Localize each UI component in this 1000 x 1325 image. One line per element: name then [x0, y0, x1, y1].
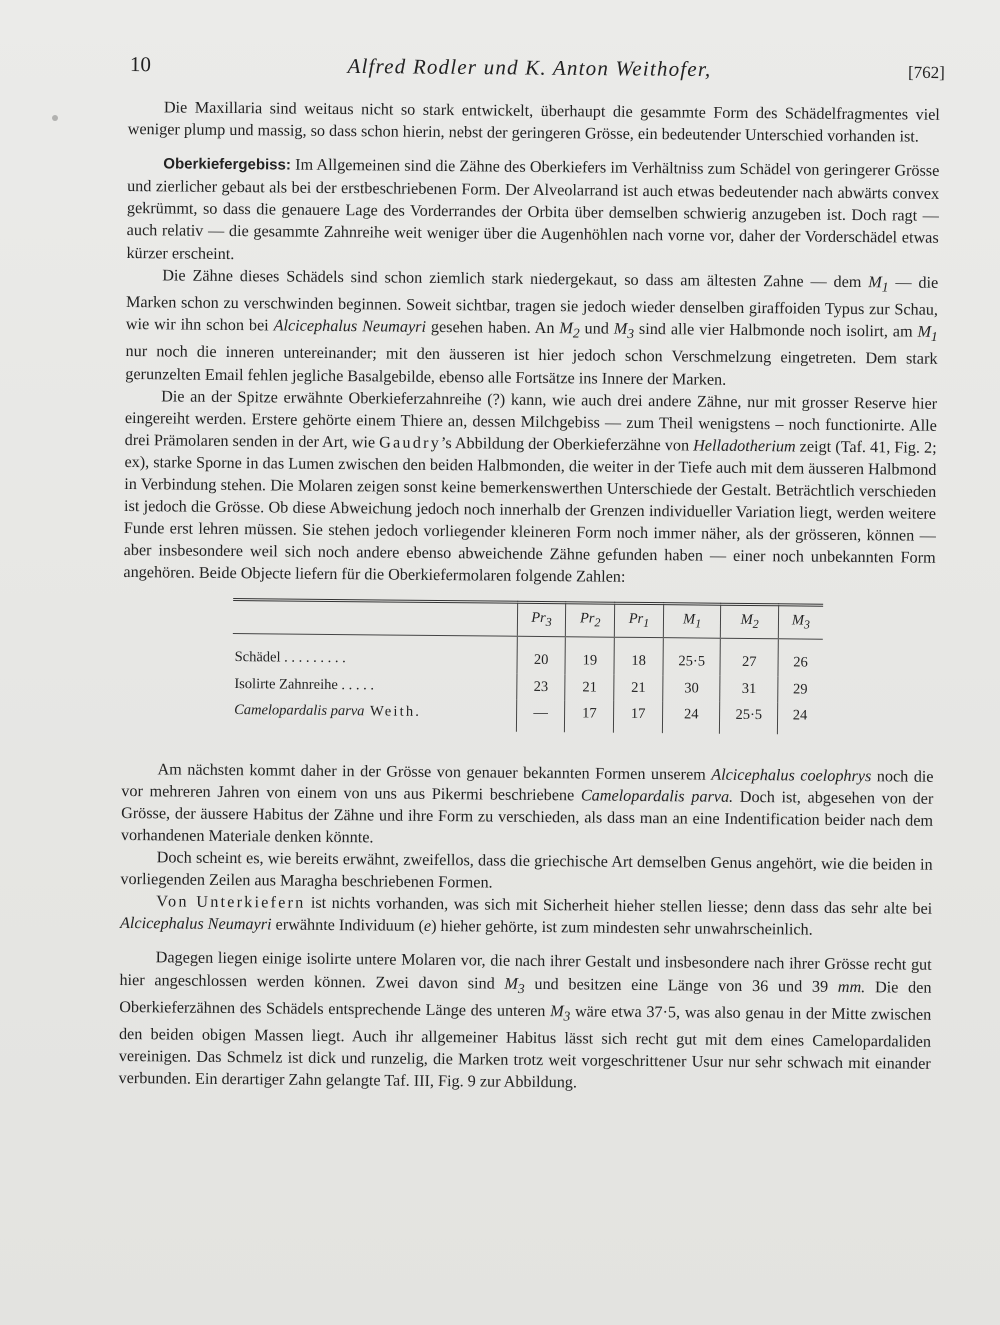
- paragraph-zahnreihe: [123, 385, 937, 592]
- table-cell: 20: [517, 637, 566, 674]
- table-cell: —: [516, 699, 565, 732]
- text-run: erwähnte Individuum (: [271, 915, 425, 936]
- measurement-table: [232, 598, 823, 734]
- table-row: [232, 634, 822, 676]
- species-name: Alcicephalus coelophrys: [711, 765, 872, 785]
- species-name: Alcicephalus Neumayri: [273, 316, 427, 336]
- author-name: Gaudry: [379, 433, 442, 452]
- text-run: zeigt (Taf. 41, Fig. 2; ex), starke Sporne in das Lumen zwischen den beiden Halbmonden, die weiter in der Tiefe auch mit dem äusseren Halbmond in Verbindung stehen. Die Molaren zeigen sonst keine bemerkenswerthen Unterschiede der Gestalt. Beträchtlich verschieden ist jedoch die Grösse. Ob diese Abweichung jedoch noch innerhalb der Grenzen individueller Variation liegt, werden weitere Funde erst lehren müssen. Sie stehen jedoch vorliegender kleineren Form noch immer näher, als der grösseren, können — aber insbesondere weil sich noch andere ebenso abweichende Zähne gefunden haben — einer noch unbekannten Form angehören. Beide Objecte liefern für die Oberkiefermolaren folgende Zahlen:: [123, 437, 937, 587]
- text-run: gesehen haben. An: [425, 317, 560, 338]
- table-cell: 25·5: [663, 638, 721, 675]
- paragraph-maxillaria: Die Maxillaria sind weitaus nicht so stark entwickelt, überhaupt die gesammte Form des Schädelfragmentes viel weniger plump und massig, so dass schon hierin, nebst der geringeren Grösse, ein bedeutender Unterschied vorhanden ist.: [127, 98, 940, 146]
- table-cell: 19: [565, 637, 614, 674]
- row-label: Schädel . . . . . . . . .: [234, 649, 346, 667]
- text-run: sind alle vier Halbmonde noch isolirt, am: [633, 319, 918, 341]
- tooth-symbol: $M_2$: [559, 319, 580, 341]
- text-run: und besitzen eine Länge von 36 und 39: [524, 974, 838, 996]
- column-header: $M_2$: [721, 605, 779, 640]
- text-run: wäre etwa 37·5, was also genau in der Mitte zwischen den beiden obigen Massen liegt. Auch ihr allgemeiner Habitus lässt sich recht gut mit dem eines Camelopardaliden vereinigen. Das Schmelz ist dick und runzelig, die Marken trotz weit vorgeschrittener Usur nur sehr schwach mit einander verbunden. Ein derartiger Zahn gelangte Taf. III, Fig. 9 zur Abbildung.: [118, 1002, 932, 1092]
- text-run: ist nichts vorhanden, was sich mit Sicherheit hieher stellen liesse; denn dass das sehr alte bei: [305, 894, 933, 919]
- table-cell: 27: [720, 639, 778, 676]
- tooth-symbol: $M_1$: [917, 322, 938, 345]
- table-cell: 26: [778, 639, 823, 676]
- original-page-number: [762]: [907, 62, 945, 83]
- paragraph-oberkiefergebiss: [126, 152, 939, 271]
- table-cell: 29: [778, 676, 823, 703]
- table-cell: 21: [614, 674, 663, 701]
- text-run: ) hieher gehörte, ist zum mindesten sehr unwahrscheinlich.: [431, 917, 813, 939]
- table-stub-header: [233, 600, 517, 637]
- paragraph-genus: Doch scheint es, wie bereits erwähnt, zweifellos, dass die griechische Art demselben Genus angehört, wie die beiden in vorliegenden Zeilen aus Maragha beschriebenen Formen.: [120, 848, 933, 892]
- column-header: $Pr_3$: [517, 603, 566, 637]
- row-label: Camelopardalis parva Weith.: [234, 701, 422, 720]
- tooth-symbol: $M_3$: [550, 1001, 571, 1024]
- paragraph-unterkiefer: [120, 890, 932, 942]
- text-run: Die den Oberkieferzähnen des Schädels entsprechende Länge des unteren: [119, 977, 932, 1020]
- table-row: [232, 697, 822, 735]
- table-header-row: [233, 600, 823, 640]
- spaced-phrase: Von Unterkiefern: [156, 892, 306, 913]
- text-run: Am nächsten kommt daher in der Grösse von genauer bekannten Formen unserem: [157, 760, 712, 784]
- table-cell: 23: [516, 673, 565, 700]
- table-cell: 17: [565, 700, 614, 733]
- table-cell: 24: [777, 702, 822, 735]
- text-run: ’s Abbildung der Oberkieferzähne von: [440, 433, 694, 455]
- specimen-letter: e: [423, 917, 432, 936]
- page-header: [130, 52, 945, 95]
- article-body: [118, 96, 939, 1097]
- genus-name: Helladotherium: [693, 436, 796, 456]
- table-cell: 17: [614, 700, 663, 733]
- text-run: nur noch die inneren untereinander; mit den äusseren ist hier jedoch schon Verschmelzung eingetreten. Dem stark gerunzelten Email fehlen jegliche Basalgebilde, ebenso alle Fortsätze ins Innere der Marken.: [125, 342, 938, 389]
- running-title: Alfred Rodler und K. Anton Weithofer,: [347, 53, 712, 82]
- table-cell: 25·5: [720, 701, 778, 734]
- table-cell: 21: [565, 674, 614, 701]
- species-name: Camelopardalis parva.: [580, 786, 734, 806]
- text-run: Die Zähne dieses Schädels sind schon ziemlich stark niedergekaut, so dass am ältesten Zahne — dem: [162, 265, 869, 291]
- species-name: Alcicephalus Neumayri: [119, 914, 272, 934]
- text-run: noch die vor mehreren Jahren von einem von uns aus Pikermi beschriebene: [121, 766, 934, 805]
- column-header: $Pr_1$: [614, 604, 663, 638]
- unit: mm.: [837, 977, 866, 996]
- column-header: $Pr_2$: [566, 603, 615, 637]
- paragraph-teeth-wear: [125, 264, 938, 393]
- paragraph-comparison: [121, 758, 934, 854]
- table-cell: 31: [720, 675, 778, 702]
- table-cell: 18: [614, 638, 663, 675]
- row-label: Isolirte Zahnreihe . . . . .: [234, 675, 375, 693]
- text-run: Die an der Spitze erwähnte Oberkieferzahnreihe (?) kann, wie auch drei andere Zähne, nur mit grosser Reserve hier eingereiht werden. Erstere gehörte einem Thiere an, dessen Milchgebiss — zum Theil wenigstens – noch functionirte. Alle drei Prämolaren senden in der Art, wie: [124, 386, 938, 452]
- column-header: $M_3$: [778, 605, 823, 639]
- table-cell: 24: [662, 701, 720, 734]
- table-cell: 30: [663, 675, 721, 702]
- tooth-symbol: $M_3$: [613, 319, 635, 342]
- measurement-table-wrapper: [232, 598, 823, 734]
- paragraph-text: Im Allgemeinen sind die Zähne des Oberkiefers im Verhältniss zum Schädel von geringerer Grösse und zierlicher gebaut als bei der erstbeschriebenen Form. Der Alveolarrand ist auch etwas bedeutender nach abwärts convex gekrümmt, so dass die genauere Lage des Vorderrandes der Orbita über demselben schwierig anzugeben ist. Doch ragt — auch relativ — die gesammte Zahnreihe weit weniger über die Augenhöhlen nach vorne vor, daher der Vorderschädel etwas kürzer erscheint.: [126, 155, 940, 263]
- column-header: $M_1$: [663, 604, 721, 639]
- text-run: — die Marken schon zu verschwinden beginnen. Soweit sichtbar, tragen sie jedoch wieder denselben giraffoiden Typus zur Schau, wie wir ihn schon bei: [125, 272, 939, 335]
- paper-blemish: [52, 115, 58, 121]
- page-number: 10: [129, 52, 151, 77]
- tooth-symbol: $M_1$: [868, 272, 889, 295]
- text-run: Dagegen liegen einige isolirte untere Molaren vor, die nach ihrer Gestalt und insbesondere nach ihrer Grösse recht gut hier angeschlossen werden können. Zwei davon sind: [119, 948, 932, 993]
- section-heading: Oberkiefergebiss:: [163, 155, 291, 174]
- text-run: und: [579, 319, 614, 338]
- paragraph-lower-molars: [118, 946, 931, 1097]
- tooth-symbol: $M_3$: [504, 974, 525, 996]
- text-run: Doch ist, abgesehen von der Grösse, der äussere Habitus der Zähne und ihre Form zu verschieden, als dass man an eine Indentification beider nach dem vorhandenen Materiale denken könnte.: [120, 787, 934, 847]
